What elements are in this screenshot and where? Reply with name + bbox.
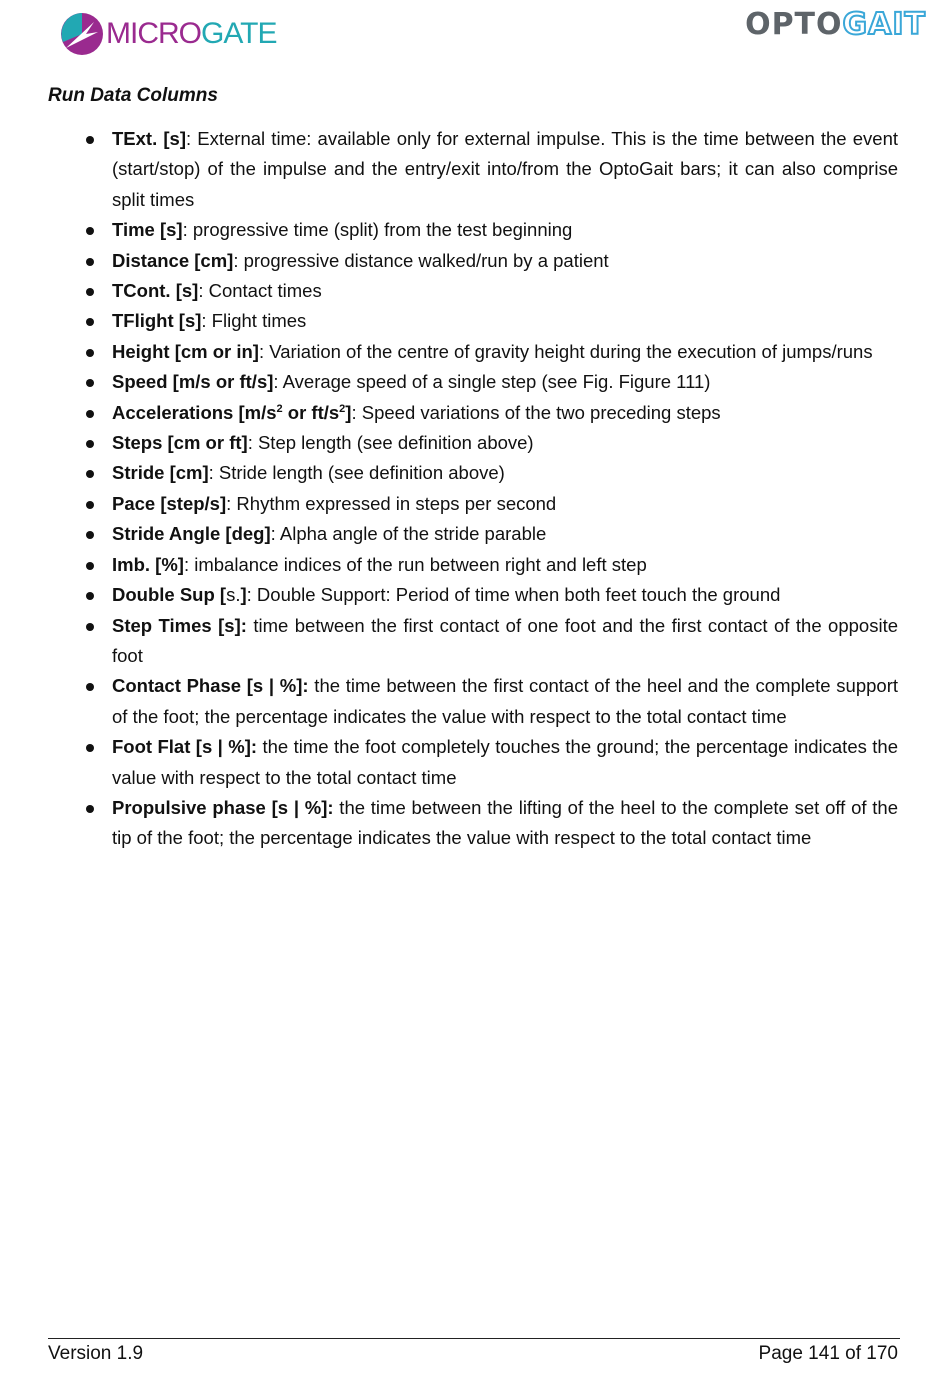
- list-item: [48, 671, 898, 732]
- list-item: [48, 428, 898, 458]
- item-text: : progressive time (split) from the test beginning: [182, 219, 573, 241]
- item-term: Double Sup [: [112, 584, 227, 606]
- footer-divider: [48, 1338, 900, 1339]
- list-item: [48, 246, 898, 276]
- list-item: [48, 215, 898, 245]
- item-text: : External time: available only for external impulse. This is the time between the event (start/stop) of the impulse and the entry/exit into/from the OptoGait bars; it can also comprise split times: [112, 128, 899, 210]
- item-term: Distance [cm]: [112, 249, 234, 271]
- item-text: : imbalance indices of the run between right and left step: [183, 553, 647, 575]
- list-item: [48, 276, 898, 306]
- item-term: TCont. [s]: [112, 280, 199, 302]
- list-item: [48, 367, 898, 397]
- list-item: [48, 550, 898, 580]
- list-item: [48, 519, 898, 549]
- item-term: Accelerations [$m/s^2$ or $ft/s^2$]: [112, 401, 352, 423]
- item-text: the time the foot completely touches the ground; the percentage indicates the value with respect to the total contact time: [112, 736, 898, 788]
- footer-version: Version 1.9: [48, 1343, 144, 1364]
- item-text: : Speed variations of the two preceding steps: [351, 401, 721, 423]
- item-term: Contact Phase [s | %]:: [112, 675, 309, 697]
- item-text: : Rhythm expressed in steps per second: [226, 492, 557, 514]
- run-data-columns-list: [48, 124, 898, 854]
- item-text: : Double Support: Period of time when both feet touch the ground: [246, 584, 781, 606]
- item-term: Height [cm or in]: [112, 340, 259, 362]
- item-term-end: ]: [240, 584, 247, 606]
- item-term: TFlight [s]: [112, 310, 202, 332]
- list-item: [48, 337, 898, 367]
- item-text: the time between the first contact of the heel and the complete support of the foot; the percentage indicates the value with respect to the total contact time: [112, 675, 899, 727]
- item-text: : Flight times: [201, 310, 307, 332]
- item-text: : Variation of the centre of gravity height during the execution of jumps/runs: [258, 340, 873, 362]
- item-term: Stride [cm]: [112, 462, 209, 484]
- footer-page-number: Page 141 of 170: [758, 1343, 898, 1364]
- item-term: Foot Flat [s | %]:: [112, 736, 258, 758]
- optogait-wordmark: OPTOGAIT: [745, 7, 926, 42]
- list-item: [48, 124, 898, 215]
- item-term: Steps [cm or ft]: [112, 432, 248, 454]
- list-item: [48, 611, 898, 672]
- item-text: time between the first contact of one foot and the first contact of the opposite foot: [112, 614, 898, 666]
- item-text: : Stride length (see definition above): [208, 462, 505, 484]
- item-term: Time [s]: [112, 219, 183, 241]
- item-text: : Alpha angle of the stride parable: [270, 523, 547, 545]
- list-item: [48, 458, 898, 488]
- item-plain: s.: [226, 584, 241, 606]
- item-term: Propulsive phase [s | %]:: [112, 796, 334, 818]
- item-term: Imb. [%]: [112, 553, 184, 575]
- microgate-logo-icon: [60, 12, 104, 56]
- list-item: [48, 489, 898, 519]
- item-term: TExt. [s]: [112, 128, 186, 149]
- item-term: Pace [step/s]: [112, 492, 227, 514]
- list-item: [48, 580, 898, 610]
- page-header: [0, 0, 950, 70]
- item-text: : Average speed of a single step (see Fig. Figure 111): [273, 371, 711, 393]
- item-term: Speed [m/s or ft/s]: [112, 371, 274, 393]
- item-term: Stride Angle [deg]: [112, 523, 271, 545]
- item-term: Step Times [s]:: [112, 614, 247, 636]
- item-text: : Contact times: [198, 280, 322, 302]
- microgate-wordmark: MICROGATE: [106, 17, 277, 50]
- item-text: the time between the lifting of the heel to the complete set off of the tip of the foot; the percentage indicates the value with respect to the total contact time: [112, 796, 898, 849]
- item-text: : Step length (see definition above): [247, 432, 534, 454]
- optogait-logo: [745, 8, 926, 42]
- item-text: : progressive distance walked/run by a patient: [233, 249, 609, 271]
- microgate-logo: [60, 12, 276, 56]
- section-title: Run Data Columns: [48, 85, 218, 106]
- list-item: [48, 306, 898, 336]
- list-item: [48, 732, 898, 793]
- list-item: [48, 398, 898, 428]
- list-item: [48, 793, 898, 854]
